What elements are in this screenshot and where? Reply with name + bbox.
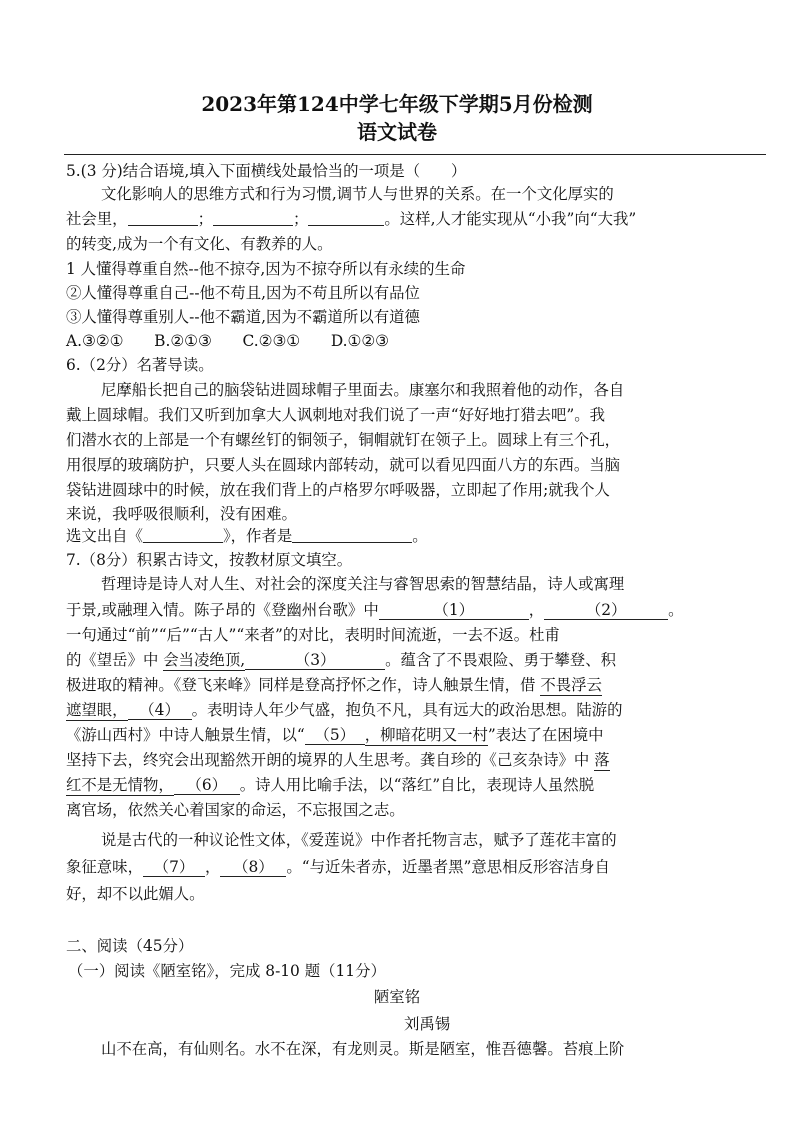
q7-passage-line: 说是古代的一种议论性文体，《爱莲说》中作者托物言志，赋予了莲花丰富的 xyxy=(101,831,617,849)
q7-underlined-verse: 不畏浮云 xyxy=(540,676,602,694)
exam-title: 2023年第124中学七年级下学期5月份检测 xyxy=(201,92,593,116)
q6-source-line xyxy=(66,525,766,547)
q7-passage-line: 好，却不以此媚人。 xyxy=(66,885,205,903)
q7-text: 。诗人用比喻手法，以“落红”自比，表现诗人虽然脱 xyxy=(239,776,595,794)
poem-author: 刘禹锡 xyxy=(404,1015,451,1033)
q6-source-text: 。 xyxy=(412,527,428,545)
reading-subheading: （一）阅读《陋室铭》，完成 8-10 题（11分） xyxy=(68,962,386,980)
q5-blank-3[interactable] xyxy=(308,209,384,226)
q5-passage-text: 。这样,人才能实现从“小我”向“大我” xyxy=(384,210,637,228)
q7-blank-6[interactable]: （6） xyxy=(174,776,240,795)
q7-passage-line: 离官场，依然关心着国家的命运，不忘报国之志。 xyxy=(66,801,405,819)
q7-passage-line: 一句通过“前”“后”“古人”“来者”的对比，表明时间流逝，一去不返。杜甫 xyxy=(66,626,560,644)
q6-passage-line: 戴上圆球帽。我们又听到加拿大人讽刺地对我们说了一声“好好地打猎去吧”。我 xyxy=(66,406,606,424)
q6-passage-line: 袋钻进圆球中的时候，放在我们背上的卢格罗尔呼吸器，立即起了作用;就我个人 xyxy=(66,481,610,499)
q7-text: ， xyxy=(528,601,545,619)
poem-title: 陋室铭 xyxy=(373,988,421,1006)
q7-blank-1[interactable]: （1） xyxy=(379,601,529,620)
q7-blank-8[interactable]: （8） xyxy=(220,858,286,877)
q5-passage-text: 社会里， xyxy=(66,210,128,228)
q7-passage-line xyxy=(66,674,766,696)
q7-text: 。蕴含了不畏艰险、勇于攀登、积 xyxy=(385,651,616,669)
q7-underlined-verse: 遮望眼， xyxy=(66,701,128,719)
q7-text: 极进取的精神。《登飞来峰》同样是登高抒怀之作，诗人触景生情，借 xyxy=(66,676,541,694)
q7-passage-line xyxy=(66,699,766,721)
q7-text: ”表达了在困境中 xyxy=(487,726,604,744)
q5-passage-line: 的转变,成为一个有文化、有教养的人。 xyxy=(66,235,333,253)
q6-passage-line: 来说，我呼吸很顺利，没有困难。 xyxy=(66,505,297,523)
q6-source-text: 选文出自《 xyxy=(66,527,143,545)
q5-option-1: 1 人懂得尊重自然--他不掠夺,因为不掠夺所以有永续的生命 xyxy=(66,260,466,278)
q7-passage-line xyxy=(66,649,766,671)
q7-underlined-verse: ，柳暗花明又一村 xyxy=(364,726,488,744)
q6-author-blank[interactable] xyxy=(292,526,412,543)
q6-passage-line: 尼摩船长把自己的脑袋钻进圆球帽子里面去。康塞尔和我照着他的动作，各自 xyxy=(101,381,625,399)
q7-passage-line xyxy=(66,599,766,621)
q6-passage-line: 用很厚的玻璃防护，只要人头在圆球内部转动，就可以看见四面八方的东西。当脑 xyxy=(66,456,621,474)
q7-passage-line xyxy=(66,749,766,771)
q5-passage-line: 文化影响人的思维方式和行为习惯,调节人与世界的关系。在一个文化厚实的 xyxy=(101,185,614,203)
q5-stem: 5.(3 分)结合语境,填入下面横线处最恰当的一项是（ ） xyxy=(66,162,467,180)
poem-text: 山不在高，有仙则名。水不在深，有龙则灵。斯是陋室，惟吾德馨。苔痕上阶 xyxy=(101,1040,625,1058)
q6-book-blank[interactable] xyxy=(143,526,223,543)
q7-text: 。表明诗人年少气盛，抱负不凡，具有远大的政治思想。陆游的 xyxy=(191,701,623,719)
q6-stem: 6.（2分）名著导读。 xyxy=(66,356,214,374)
exam-subtitle: 语文试卷 xyxy=(357,120,437,144)
section-heading: 二、阅读（45分） xyxy=(66,937,194,955)
q7-text: 《游山西村》中诗人触景生情，以“ xyxy=(66,726,305,744)
q7-blank-5[interactable]: （5） xyxy=(305,726,365,745)
q7-blank-7[interactable]: （7） xyxy=(143,858,205,877)
q5-choices: A.③②① B.②①③ C.②③① D.①②③ xyxy=(66,332,389,350)
q5-option-2: ②人懂得尊重自己--他不苟且,因为不苟且所以有品位 xyxy=(66,284,420,302)
header-divider xyxy=(64,154,766,155)
q7-passage-line xyxy=(66,856,766,878)
q7-text: 象征意味， xyxy=(66,858,143,876)
q7-text: 于景,或融理入情。陈子昂的《登幽州台歌》中 xyxy=(66,601,379,619)
q5-blank-1[interactable] xyxy=(128,209,198,226)
q7-text: ， xyxy=(204,858,221,876)
q5-separator: ； xyxy=(197,210,213,228)
q7-passage-line xyxy=(66,724,766,746)
q7-underlined-verse: 会当凌绝顶, xyxy=(163,651,246,669)
q7-passage-line: 哲理诗是诗人对人生、对社会的深度关注与睿智思索的智慧结晶，诗人或寓理 xyxy=(101,575,625,593)
q7-blank-2[interactable]: （2） xyxy=(544,601,668,620)
q5-passage-blanks-line xyxy=(66,208,766,230)
q7-blank-3[interactable]: （3） xyxy=(245,651,385,670)
q7-blank-4[interactable]: （4） xyxy=(128,701,192,720)
q6-source-text: 》，作者是 xyxy=(222,527,293,545)
q6-passage-line: 们潜水衣的上部是一个有螺丝钉的铜领子，铜帽就钉在领子上。圆球上有三个孔， xyxy=(66,431,621,449)
q7-stem: 7.（8分）积累古诗文，按教材原文填空。 xyxy=(66,551,353,569)
q7-text: 的《望岳》中 xyxy=(66,651,164,669)
q5-blank-2[interactable] xyxy=(213,209,293,226)
q7-underlined-verse: 红不是无情物， xyxy=(66,776,174,794)
q5-separator: ； xyxy=(292,210,309,228)
q7-text: 。“与近朱者赤，近墨者黑”意思相反形容洁身自 xyxy=(286,858,610,876)
q7-text: 坚持下去，终究会出现豁然开朗的境界的人生思考。龚自珍的《己亥杂诗》中 xyxy=(66,751,595,769)
q7-passage-line xyxy=(66,774,766,796)
q7-text: 。 xyxy=(668,601,684,619)
q7-underlined-verse: 落 xyxy=(594,751,610,769)
q5-option-3: ③人懂得尊重别人--他不霸道,因为不霸道所以有道德 xyxy=(66,308,420,326)
